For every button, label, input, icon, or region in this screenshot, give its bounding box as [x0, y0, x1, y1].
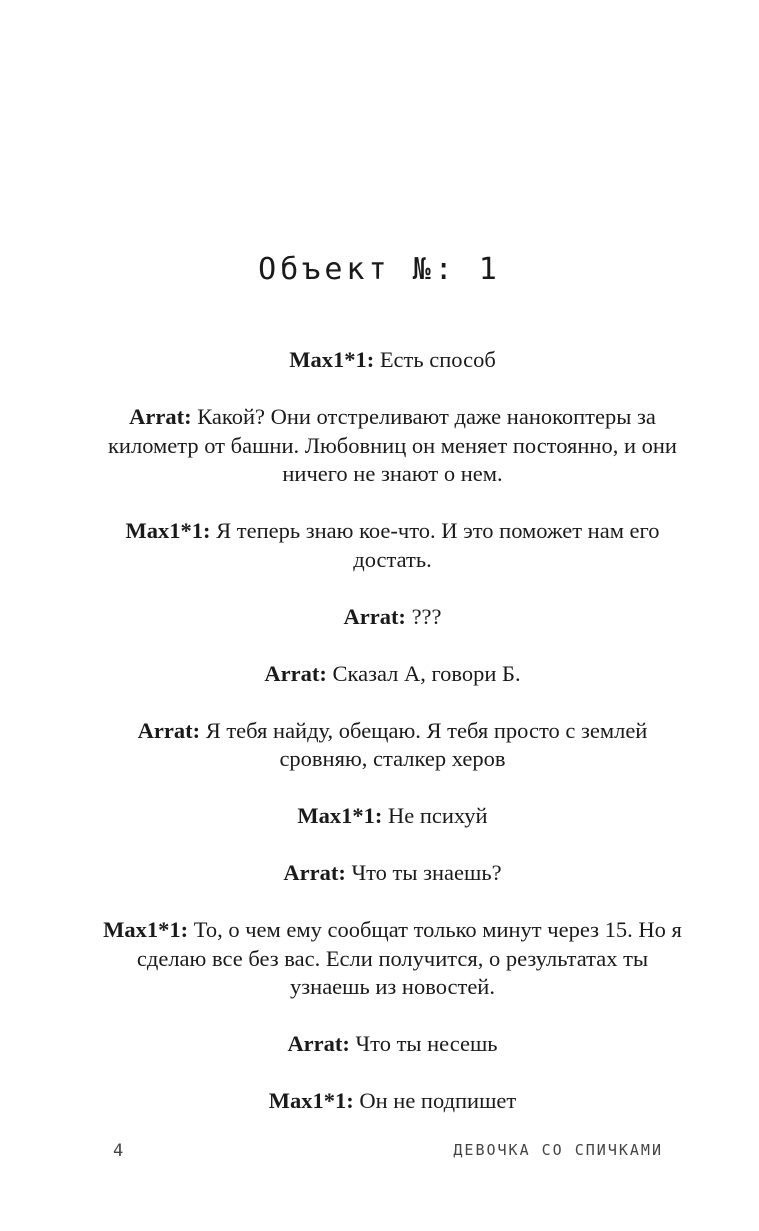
message-text: Не психуй [387, 803, 488, 828]
speaker-name: Max1*1: [289, 347, 375, 372]
speaker-name: Max1*1: [268, 1088, 354, 1113]
message-text: Он не подпишет [359, 1088, 517, 1113]
speaker-name: Arrat: [287, 1031, 350, 1056]
page-number: 4 [113, 1141, 124, 1161]
message [100, 346, 685, 375]
speaker-name: Max1*1: [297, 803, 383, 828]
speaker-name: Max1*1: [103, 917, 189, 942]
message [100, 916, 685, 1002]
speaker-name: Arrat: [343, 603, 406, 629]
message [100, 403, 685, 489]
chapter-title: Объект №: 1 [258, 252, 501, 287]
dialogue [100, 346, 685, 1144]
speaker-name: Arrat: [129, 404, 192, 429]
message [100, 859, 685, 888]
message-text: Сказал А, говори Б. [332, 660, 521, 686]
message [100, 1087, 685, 1116]
speaker-name: Arrat: [137, 717, 201, 743]
message [100, 1030, 685, 1059]
message-text: Что ты знаешь? [351, 860, 502, 885]
speaker-name: Arrat: [283, 860, 346, 885]
message-text: Какой? Они отстреливают даже нанокоптеры за километр от башни. Любовниц он меняет постоянно, и они ничего не знают о нем. [108, 404, 677, 486]
message-text: То, о чем ему сообщат только минут через 15. Но я сделаю все без вас. Если получится, о результатах ты узнаешь из новостей. [136, 917, 682, 999]
message-text: Я теперь знаю кое-что. И это поможет нам его достать. [216, 518, 660, 572]
message [100, 717, 685, 774]
message [100, 802, 685, 831]
running-title: ДЕВОЧКА СО СПИЧКАМИ [453, 1141, 663, 1159]
message-text: ??? [411, 603, 442, 629]
message [100, 603, 685, 632]
speaker-name: Arrat: [264, 660, 327, 686]
message [100, 660, 685, 689]
message-text: Есть способ [379, 347, 496, 372]
message-text: Я тебя найду, обещаю. Я тебя просто с землей сровняю, сталкер херов [205, 717, 648, 771]
message-text: Что ты несешь [355, 1031, 498, 1056]
message [100, 517, 685, 574]
speaker-name: Max1*1: [125, 518, 211, 543]
